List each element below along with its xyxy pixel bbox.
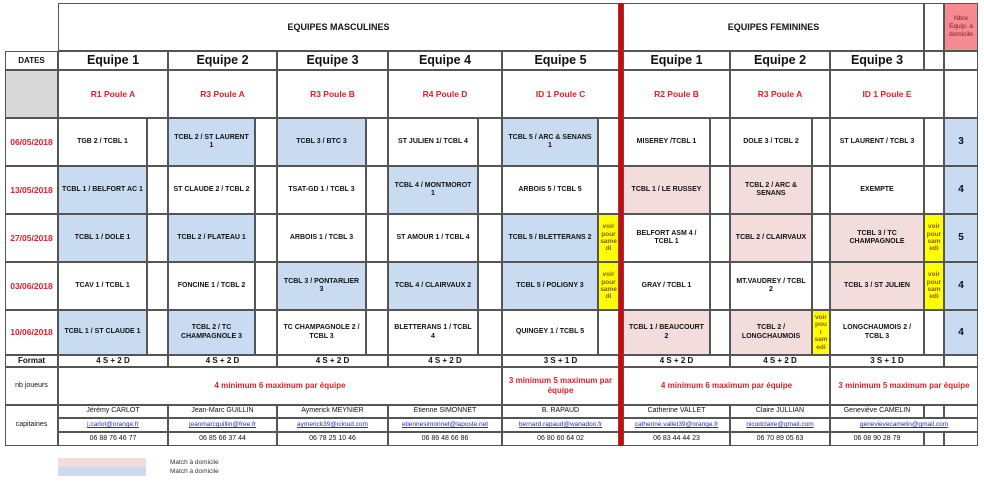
team-name: Equipe 3 xyxy=(277,51,388,70)
captain-name: Aymerick MEYNIER xyxy=(277,405,388,418)
team-name: Equipe 2 xyxy=(730,51,830,70)
players-rule: 4 minimum 6 maximum par équipe xyxy=(623,367,830,405)
match-cell: TCBL 2 / TC CHAMPAGNOLE 3 xyxy=(168,310,255,355)
captain-phone: 06 08 90 28 79 xyxy=(830,432,924,446)
team-name: Equipe 4 xyxy=(388,51,502,70)
format-value: 4 S + 2 D xyxy=(730,355,830,367)
empty-note-cell xyxy=(812,166,830,214)
match-cell: ST CLAUDE 2 / TCBL 2 xyxy=(168,166,255,214)
empty-note-cell xyxy=(924,166,944,214)
captain-email-link[interactable]: catherine.vallet39@orange.fr xyxy=(623,418,730,432)
empty-note-cell xyxy=(710,118,730,166)
captain-phone: 06 85 66 37 44 xyxy=(168,432,277,446)
empty-note-cell xyxy=(478,214,502,262)
captain-name: Etienne SIMONNET xyxy=(388,405,502,418)
captain-phone: 06 88 76 46 77 xyxy=(58,432,168,446)
format-label: Format xyxy=(5,355,58,367)
match-cell: QUINGEY 1 / TCBL 5 xyxy=(502,310,598,355)
home-count: 4 xyxy=(944,262,978,310)
team-name: Equipe 3 xyxy=(830,51,924,70)
players-rule: 3 minimum 5 maximum par équipe xyxy=(502,367,619,405)
match-cell: TCBL 2 / LONGCHAUMOIS xyxy=(730,310,812,355)
match-cell: GRAY / TCBL 1 xyxy=(623,262,710,310)
format-value: 4 S + 2 D xyxy=(623,355,730,367)
match-cell: ARBOIS 5 / TCBL 5 xyxy=(502,166,598,214)
captain-email-link[interactable]: etiennesimonnet@laposte.net xyxy=(388,418,502,432)
note-cell: voir pour same di xyxy=(598,262,619,310)
captain-phone: 06 78 25 10 46 xyxy=(277,432,388,446)
spacer-cell xyxy=(924,405,944,418)
match-cell: TCBL 1 / DOLE 1 xyxy=(58,214,147,262)
poule-label: R4 Poule D xyxy=(388,70,502,118)
empty-note-cell xyxy=(710,310,730,355)
format-value: 3 S + 1 D xyxy=(502,355,619,367)
team-name: Equipe 5 xyxy=(502,51,619,70)
captain-phone: 06 83 44 44 23 xyxy=(623,432,730,446)
empty-note-cell xyxy=(255,166,277,214)
empty-note-cell xyxy=(812,118,830,166)
format-value: 4 S + 2 D xyxy=(58,355,168,367)
captain-name: Claire JULLIAN xyxy=(730,405,830,418)
match-cell: MISEREY /TCBL 1 xyxy=(623,118,710,166)
legend-swatch-pink xyxy=(58,458,146,467)
match-cell: TCBL 1 / BEAUCOURT 2 xyxy=(623,310,710,355)
captain-phone: 06 80 60 64 02 xyxy=(502,432,619,446)
captain-name: Geneviève CAMELIN xyxy=(830,405,924,418)
note-cell: voir pou r sam edi xyxy=(812,310,830,355)
match-date: 10/06/2018 xyxy=(5,310,58,355)
empty-note-cell xyxy=(478,310,502,355)
team-name: Equipe 1 xyxy=(623,51,730,70)
empty-note-cell xyxy=(147,214,168,262)
spacer-cell xyxy=(924,51,944,70)
count-spacer xyxy=(944,51,978,70)
captain-email-link[interactable]: j.carlot@orange.fr xyxy=(58,418,168,432)
section-divider xyxy=(619,3,623,446)
empty-note-cell xyxy=(478,118,502,166)
captain-email-link[interactable]: genevievecamelin@gmail.com xyxy=(830,418,978,432)
format-value: 4 S + 2 D xyxy=(277,355,388,367)
poule-label: ID 1 Poule E xyxy=(830,70,944,118)
empty-note-cell xyxy=(924,118,944,166)
match-cell: TCBL 2 / PLATEAU 1 xyxy=(168,214,255,262)
captain-phone: 06 86 48 66 86 xyxy=(388,432,502,446)
match-cell: TCBL 1 / BELFORT AC 1 xyxy=(58,166,147,214)
team-name: Equipe 1 xyxy=(58,51,168,70)
empty-note-cell xyxy=(710,166,730,214)
poule-label: R3 Poule B xyxy=(277,70,388,118)
home-count: 5 xyxy=(944,214,978,262)
empty-note-cell xyxy=(255,262,277,310)
format-value: 3 S + 1 D xyxy=(830,355,944,367)
empty-note-cell xyxy=(147,262,168,310)
poule-label: ID 1 Poule C xyxy=(502,70,619,118)
empty-note-cell xyxy=(478,262,502,310)
captain-email-link[interactable]: aymerick39@icloud.com xyxy=(277,418,388,432)
match-date: 13/05/2018 xyxy=(5,166,58,214)
corner-cell xyxy=(5,3,58,51)
empty-note-cell xyxy=(255,214,277,262)
match-cell: TCBL 1 / LE RUSSEY xyxy=(623,166,710,214)
match-cell: TCBL 2 / ARC & SENANS xyxy=(730,166,812,214)
match-cell: TCBL 4 / CLAIRVAUX 2 xyxy=(388,262,478,310)
note-cell: voir pour sam edi xyxy=(924,214,944,262)
match-cell: TCBL 5 / POLIGNY 3 xyxy=(502,262,598,310)
legend-label: Match à domicile xyxy=(170,459,219,466)
captain-email-link[interactable]: bernard.rapaud@wanadoo.fr xyxy=(502,418,619,432)
match-cell: DOLE 3 / TCBL 2 xyxy=(730,118,812,166)
match-cell: TCBL 2 / ST LAURENT 1 xyxy=(168,118,255,166)
grey-cell xyxy=(5,70,58,118)
empty-note-cell xyxy=(812,262,830,310)
match-cell: EXEMPTE xyxy=(830,166,924,214)
match-date: 03/06/2018 xyxy=(5,262,58,310)
match-cell: TCBL 2 / CLAIRVAUX xyxy=(730,214,812,262)
players-rule: 4 minimum 6 maximum par équipe xyxy=(58,367,502,405)
spacer-cell xyxy=(924,3,944,51)
empty-note-cell xyxy=(598,118,619,166)
match-date: 06/05/2018 xyxy=(5,118,58,166)
home-count: 4 xyxy=(944,310,978,355)
players-rule: 3 minimum 5 maximum par équipe xyxy=(830,367,978,405)
empty-note-cell xyxy=(924,310,944,355)
match-cell: ST LAURENT / TCBL 3 xyxy=(830,118,924,166)
team-name: Equipe 2 xyxy=(168,51,277,70)
home-count-header: Nbre Equip. à domicile xyxy=(944,3,978,51)
match-cell: TCBL 4 / MONTMOROT 1 xyxy=(388,166,478,214)
match-cell: BLETTERANS 1 / TCBL 4 xyxy=(388,310,478,355)
match-cell: TC CHAMPAGNOLE 2 / TCBL 3 xyxy=(277,310,366,355)
match-cell: ARBOIS 1 / TCBL 3 xyxy=(277,214,366,262)
match-cell: ST AMOUR 1 / TCBL 4 xyxy=(388,214,478,262)
match-cell: TCBL 1 / ST CLAUDE 1 xyxy=(58,310,147,355)
empty-note-cell xyxy=(255,310,277,355)
empty-note-cell xyxy=(366,310,388,355)
empty-note-cell xyxy=(710,262,730,310)
empty-note-cell xyxy=(255,118,277,166)
empty-note-cell xyxy=(147,310,168,355)
empty-note-cell xyxy=(366,166,388,214)
poule-label: R1 Poule A xyxy=(58,70,168,118)
match-cell: FONCINE 1 / TCBL 2 xyxy=(168,262,255,310)
players-label: nb joueurs xyxy=(5,367,58,405)
count-spacer xyxy=(944,432,978,446)
spacer-cell xyxy=(924,432,944,446)
count-spacer xyxy=(944,355,978,367)
match-cell: TSAT-GD 1 / TCBL 3 xyxy=(277,166,366,214)
captain-name: Jean-Marc GUILLIN xyxy=(168,405,277,418)
poule-label: R3 Poule A xyxy=(168,70,277,118)
empty-note-cell xyxy=(598,166,619,214)
match-cell: TCBL 5 / ARC & SENANS 1 xyxy=(502,118,598,166)
match-cell: TGB 2 / TCBL 1 xyxy=(58,118,147,166)
empty-note-cell xyxy=(710,214,730,262)
count-spacer xyxy=(944,405,978,418)
dates-label: DATES xyxy=(5,51,58,70)
match-cell: TCBL 3 / TC CHAMPAGNOLE xyxy=(830,214,924,262)
count-spacer xyxy=(944,70,978,118)
home-count: 4 xyxy=(944,166,978,214)
format-value: 4 S + 2 D xyxy=(168,355,277,367)
match-cell: TCBL 3 / BTC 3 xyxy=(277,118,366,166)
empty-note-cell xyxy=(366,118,388,166)
captain-name: Jérémy CARLOT xyxy=(58,405,168,418)
empty-note-cell xyxy=(147,118,168,166)
format-value: 4 S + 2 D xyxy=(388,355,502,367)
note-cell: voir pour same di xyxy=(598,214,619,262)
match-cell: LONGCHAUMOIS 2 / TCBL 3 xyxy=(830,310,924,355)
captain-name: Catherine VALLET xyxy=(623,405,730,418)
captain-email-link[interactable]: jeanmarcguillin@free.fr xyxy=(168,418,277,432)
feminine-header: EQUIPES FEMININES xyxy=(623,3,924,51)
match-cell: TCBL 3 / PONTARLIER 3 xyxy=(277,262,366,310)
poule-label: R3 Poule A xyxy=(730,70,830,118)
empty-note-cell xyxy=(147,166,168,214)
empty-note-cell xyxy=(478,166,502,214)
legend-label: Match à domicile xyxy=(170,468,219,475)
empty-note-cell xyxy=(598,310,619,355)
match-cell: TCBL 3 / ST JULIEN xyxy=(830,262,924,310)
match-cell: TCBL 5 / BLETTERANS 2 xyxy=(502,214,598,262)
match-cell: BELFORT ASM 4 / TCBL 1 xyxy=(623,214,710,262)
masculine-header: EQUIPES MASCULINES xyxy=(58,3,619,51)
match-cell: MT.VAUDREY / TCBL 2 xyxy=(730,262,812,310)
match-cell: ST JULIEN 1/ TCBL 4 xyxy=(388,118,478,166)
captains-label: capitaines xyxy=(5,405,58,446)
match-cell: TCAV 1 / TCBL 1 xyxy=(58,262,147,310)
captain-email-link[interactable]: nicodclaire@gmail.com xyxy=(730,418,830,432)
note-cell: voir pour sam edi xyxy=(924,262,944,310)
empty-note-cell xyxy=(366,214,388,262)
empty-note-cell xyxy=(812,214,830,262)
legend-swatch-blue xyxy=(58,467,146,476)
poule-label: R2 Poule B xyxy=(623,70,730,118)
empty-note-cell xyxy=(366,262,388,310)
captain-name: B. RAPAUD xyxy=(502,405,619,418)
match-date: 27/05/2018 xyxy=(5,214,58,262)
captain-phone: 06 70 89 05 63 xyxy=(730,432,830,446)
home-count: 3 xyxy=(944,118,978,166)
